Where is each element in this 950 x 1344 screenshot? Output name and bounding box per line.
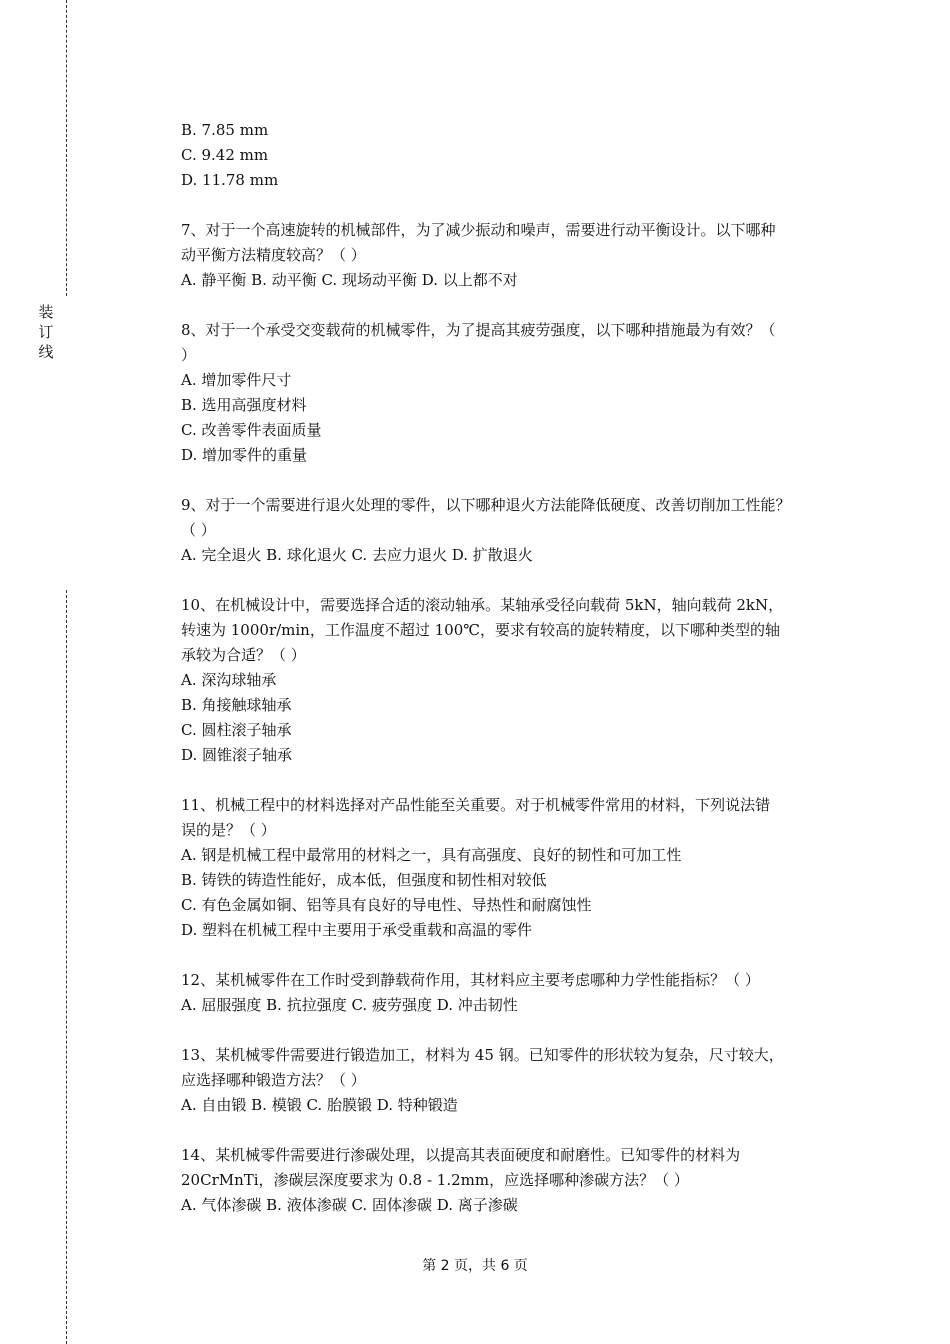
text-line: C. 圆柱滚子轴承 <box>181 721 292 739</box>
binding-char: 线 <box>38 343 54 361</box>
page-footer: 第 2 页，共 6 页 <box>422 1258 528 1274</box>
text-line: D. 塑料在机械工程中主要用于承受重载和高温的零件 <box>181 921 533 939</box>
text-line: 动平衡方法精度较高？（ ） <box>181 246 366 264</box>
binding-line-top <box>66 0 67 296</box>
text-line: D. 圆锥滚子轴承 <box>181 746 293 764</box>
binding-label <box>36 302 56 362</box>
text-line: 误的是？（ ） <box>181 821 276 839</box>
text-line: 13、某机械零件需要进行锻造加工，材料为 45 钢。已知零件的形状较为复杂，尺寸较大， <box>181 1046 784 1064</box>
text-line: 12、某机械零件在工作时受到静载荷作用，其材料应主要考虑哪种力学性能指标？（ ） <box>181 971 760 989</box>
binding-line-bottom <box>66 590 67 1344</box>
text-line: A. 气体渗碳 B. 液体渗碳 C. 固体渗碳 D. 离子渗碳 <box>181 1196 518 1214</box>
text-line: 14、某机械零件需要进行渗碳处理，以提高其表面硬度和耐磨性。已知零件的材料为 <box>181 1146 741 1164</box>
blank-line <box>181 768 851 793</box>
text-line: A. 深沟球轴承 <box>181 671 277 689</box>
blank-line <box>181 193 851 218</box>
text-line: C. 改善零件表面质量 <box>181 421 322 439</box>
blank-line <box>181 943 851 968</box>
text-line: D. 11.78 mm <box>181 171 279 189</box>
blank-line <box>181 293 851 318</box>
text-line: A. 增加零件尺寸 <box>181 371 292 389</box>
text-line: A. 自由锻 B. 模锻 C. 胎膜锻 D. 特种锻造 <box>181 1096 458 1114</box>
text-line: 10、在机械设计中，需要选择合适的滚动轴承。某轴承受径向载荷 5kN，轴向载荷 2kN， <box>181 596 784 614</box>
text-line: B. 铸铁的铸造性能好，成本低，但强度和韧性相对较低 <box>181 871 547 889</box>
question-content <box>181 118 851 1218</box>
text-line: 8、对于一个承受交变载荷的机械零件，为了提高其疲劳强度，以下哪种措施最为有效？（ <box>181 321 776 339</box>
text-line: B. 角接触球轴承 <box>181 696 292 714</box>
blank-line <box>181 468 851 493</box>
blank-line <box>181 568 851 593</box>
text-line: B. 7.85 mm <box>181 121 269 139</box>
binding-char: 装 <box>38 303 54 321</box>
blank-line <box>181 1118 851 1143</box>
text-line: 转速为 1000r/min，工作温度不超过 100℃，要求有较高的旋转精度，以下哪种类型的轴 <box>181 621 781 639</box>
blank-line <box>181 1018 851 1043</box>
text-line: ） <box>181 346 197 364</box>
text-line: 承较为合适？（ ） <box>181 646 306 664</box>
text-line: 7、对于一个高速旋转的机械部件，为了减少振动和噪声，需要进行动平衡设计。以下哪种 <box>181 221 776 239</box>
text-line: C. 9.42 mm <box>181 146 269 164</box>
text-line: 应选择哪种锻造方法？（ ） <box>181 1071 366 1089</box>
text-line: A. 静平衡 B. 动平衡 C. 现场动平衡 D. 以上都不对 <box>181 271 518 289</box>
text-line: C. 有色金属如铜、铝等具有良好的导电性、导热性和耐腐蚀性 <box>181 896 592 914</box>
text-line: （ ） <box>181 521 216 539</box>
text-line: A. 完全退火 B. 球化退火 C. 去应力退火 D. 扩散退火 <box>181 546 533 564</box>
text-line: 20CrMnTi，渗碳层深度要求为 0.8 - 1.2mm，应选择哪种渗碳方法？（ ） <box>181 1171 689 1189</box>
text-line: B. 选用高强度材料 <box>181 396 307 414</box>
text-line: A. 钢是机械工程中最常用的材料之一，具有高强度、良好的韧性和可加工性 <box>181 846 682 864</box>
binding-char: 订 <box>38 323 54 341</box>
text-line: D. 增加零件的重量 <box>181 446 308 464</box>
text-line: 11、机械工程中的材料选择对产品性能至关重要。对于机械零件常用的材料，下列说法错 <box>181 796 771 814</box>
text-line: A. 屈服强度 B. 抗拉强度 C. 疲劳强度 D. 冲击韧性 <box>181 996 518 1014</box>
text-line: 9、对于一个需要进行退火处理的零件，以下哪种退火方法能降低硬度、改善切削加工性能？ <box>181 496 791 514</box>
